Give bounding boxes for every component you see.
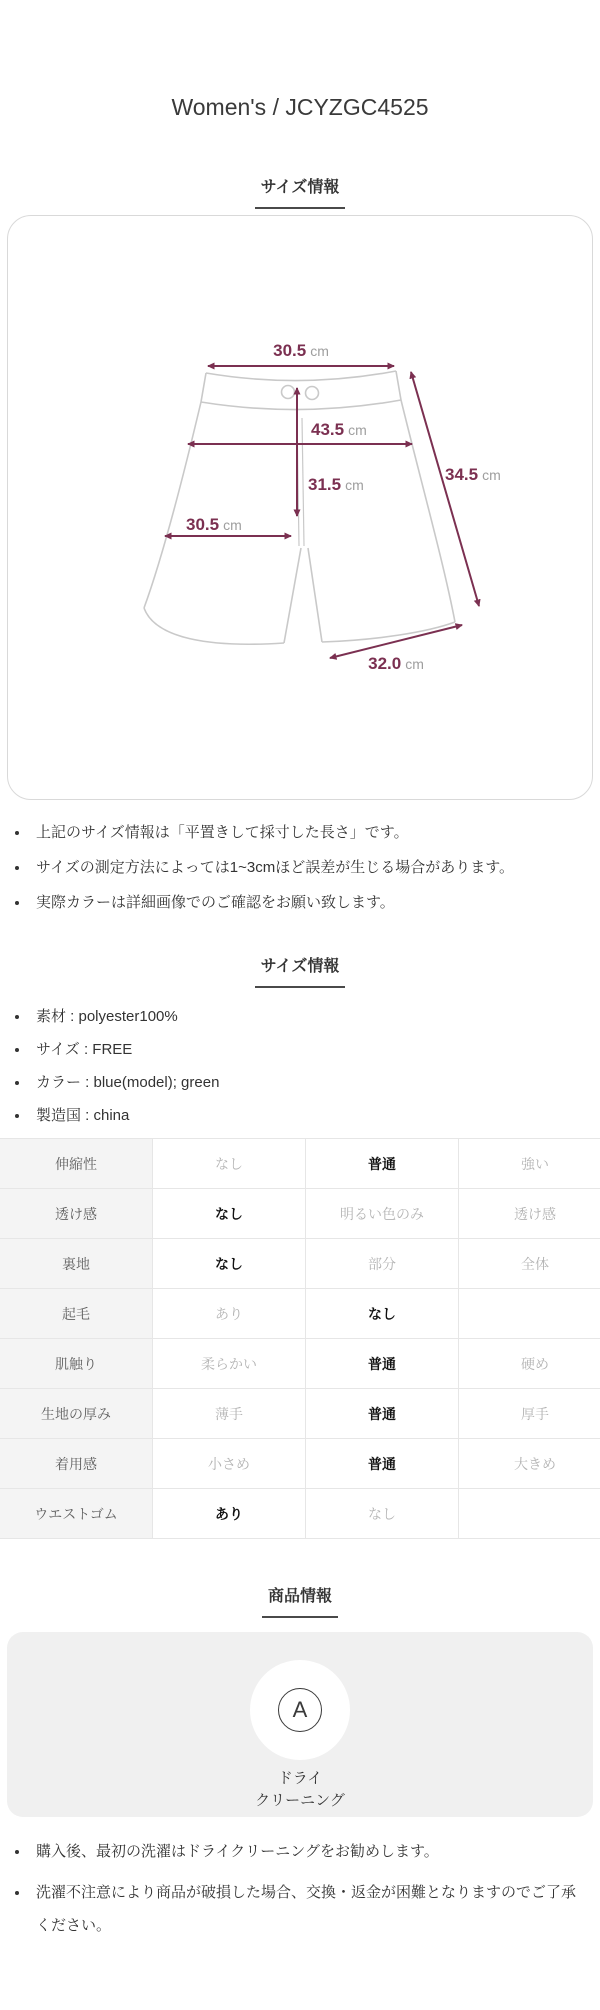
table-row: [0, 1239, 600, 1289]
product-heading: 商品情報: [262, 1587, 338, 1618]
product-heading-wrap: [0, 1587, 600, 1618]
attribute-option-cell: 厚手: [459, 1389, 600, 1439]
rise-measure-label: 31.5 cm: [308, 475, 364, 494]
shorts-diagram: [8, 216, 592, 799]
attribute-option-cell: 普通: [306, 1339, 459, 1389]
button-icon: [282, 386, 295, 399]
care-label: [255, 1768, 345, 1812]
attribute-option-cell: なし: [153, 1239, 306, 1289]
spec-list: [0, 1006, 600, 1126]
care-symbol-background: [250, 1660, 350, 1760]
care-label-line1: ドライ: [255, 1768, 345, 1790]
attribute-option-cell: なし: [306, 1489, 459, 1539]
attribute-row-label: ウエストゴム: [0, 1489, 153, 1539]
attribute-option-cell: あり: [153, 1289, 306, 1339]
size-diagram-box: [7, 215, 593, 800]
table-row: [0, 1289, 600, 1339]
size-note: • 上記のサイズ情報は「平置きして採寸した長さ」です。: [30, 822, 580, 843]
attribute-table: [0, 1138, 600, 1539]
attribute-option-cell: [459, 1489, 600, 1539]
attribute-row-label: 伸縮性: [0, 1139, 153, 1189]
size-note: • サイズの測定方法によっては1~3cmほど誤差が生じる場合があります。: [30, 857, 580, 878]
table-row: [0, 1189, 600, 1239]
attribute-option-cell: あり: [153, 1489, 306, 1539]
care-notes-list: [0, 1841, 600, 1942]
table-row: [0, 1439, 600, 1489]
side-length-measure-label: 34.5 cm: [445, 465, 501, 484]
measurement-lines: [165, 366, 479, 658]
waist-measure-label: 30.5 cm: [273, 341, 329, 360]
attribute-option-cell: [459, 1289, 600, 1339]
attribute-option-cell: 小さめ: [153, 1439, 306, 1489]
attribute-option-cell: 硬め: [459, 1339, 600, 1389]
size-info-heading: サイズ情報: [255, 178, 346, 209]
attribute-option-cell: 強い: [459, 1139, 600, 1189]
thigh-measure-label: 30.5 cm: [186, 515, 242, 534]
attribute-option-cell: 柔らかい: [153, 1339, 306, 1389]
table-row: [0, 1339, 600, 1389]
spec-item: • カラー : blue(model); green: [30, 1072, 580, 1093]
care-panel: [7, 1632, 593, 1817]
spec-item: • 素材 : polyester100%: [30, 1006, 580, 1027]
table-row: [0, 1139, 600, 1189]
hem-measure-label: 32.0 cm: [368, 654, 424, 673]
spec-heading: サイズ情報: [255, 957, 346, 988]
attribute-row-label: 肌触り: [0, 1339, 153, 1389]
spec-item: • サイズ : FREE: [30, 1039, 580, 1060]
shorts-outline: [144, 371, 455, 644]
attribute-option-cell: 普通: [306, 1439, 459, 1489]
spec-item: • 製造国 : china: [30, 1105, 580, 1126]
attribute-option-cell: なし: [306, 1289, 459, 1339]
attribute-row-label: 裏地: [0, 1239, 153, 1289]
attribute-option-cell: 普通: [306, 1139, 459, 1189]
care-note: • 洗濯不注意により商品が破損した場合、交換・返金が困難となりますのでご了承ください。: [30, 1876, 580, 1942]
attribute-option-cell: 全体: [459, 1239, 600, 1289]
care-label-line2: クリーニング: [255, 1790, 345, 1812]
care-note: • 購入後、最初の洗濯はドライクリーニングをお勧めします。: [30, 1841, 580, 1862]
attribute-row-label: 着用感: [0, 1439, 153, 1489]
attribute-option-cell: 薄手: [153, 1389, 306, 1439]
size-info-heading-wrap: [0, 178, 600, 209]
table-row: [0, 1389, 600, 1439]
size-notes-list: [0, 822, 600, 913]
attribute-option-cell: 部分: [306, 1239, 459, 1289]
spec-heading-wrap: [0, 957, 600, 988]
attribute-option-cell: 明るい色のみ: [306, 1189, 459, 1239]
side-length-measure-line: [411, 372, 479, 606]
attribute-row-label: 起毛: [0, 1289, 153, 1339]
attribute-option-cell: 大きめ: [459, 1439, 600, 1489]
attribute-row-label: 透け感: [0, 1189, 153, 1239]
attribute-option-cell: 普通: [306, 1389, 459, 1439]
attribute-row-label: 生地の厚み: [0, 1389, 153, 1439]
attribute-option-cell: なし: [153, 1189, 306, 1239]
size-note: • 実際カラーは詳細画像でのご確認をお願い致します。: [30, 892, 580, 913]
page-title: Women's / JCYZGC4525: [0, 90, 600, 124]
attribute-option-cell: 透け感: [459, 1189, 600, 1239]
hip-measure-label: 43.5 cm: [311, 420, 367, 439]
table-row: [0, 1489, 600, 1539]
attribute-option-cell: なし: [153, 1139, 306, 1189]
button-icon: [306, 387, 319, 400]
dry-cleaning-icon: A: [278, 1688, 322, 1732]
